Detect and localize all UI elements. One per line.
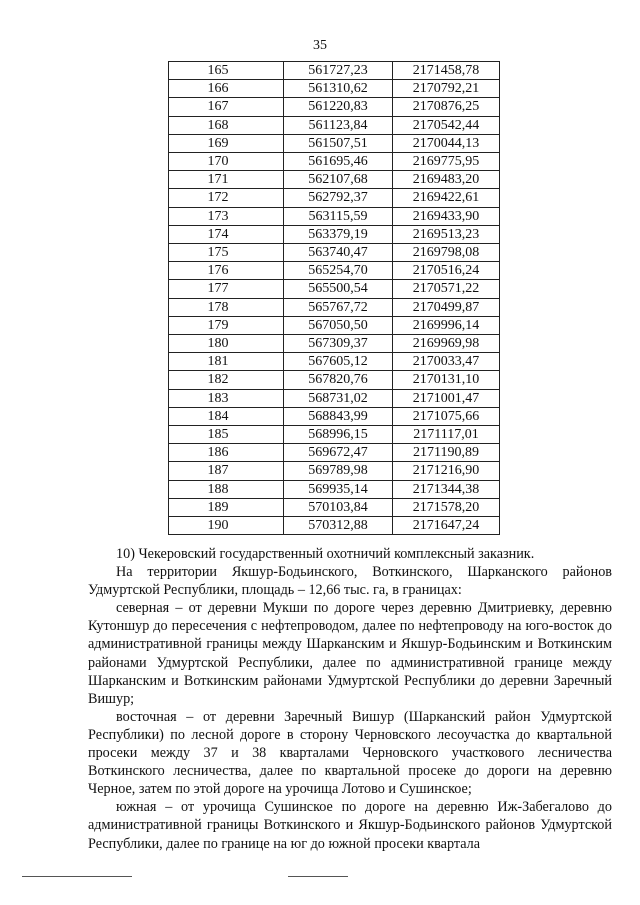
table-row [169,389,500,407]
table-row [169,298,500,316]
point-number-cell: 175 [169,244,284,262]
x-coordinate-cell: 567605,12 [284,353,393,371]
y-coordinate-cell: 2171578,20 [393,498,500,516]
south-boundary-paragraph: южная – от урочища Сушинское по дороге на деревню Иж-Забегалово до административной границы Воткинского и Якшур-Бодьинского районов Удмуртской Республики, далее по границе на юг до южной просеки квартала [88,799,612,852]
table-row [169,280,500,298]
table-row [169,517,500,535]
x-coordinate-cell: 561123,84 [284,116,393,134]
x-coordinate-cell: 563740,47 [284,244,393,262]
x-coordinate-cell: 563115,59 [284,207,393,225]
x-coordinate-cell: 567050,50 [284,316,393,334]
x-coordinate-cell: 562107,68 [284,171,393,189]
north-boundary-paragraph: северная – от деревни Мукши по дороге через деревню Дмитриевку, деревню Кутоншур до пересечения с нефтепроводом, далее по нефтепроводу на юго-восток до административной границы между Шарканским и Якшур-Бодьинским и Воткинским районами Удмуртской Республики, далее по административной границе между Шарканским и Воткинским районами Удмуртской Республики до деревни Заречный Вишур; [88,600,612,707]
table-row [169,62,500,80]
y-coordinate-cell: 2170516,24 [393,262,500,280]
table-row [169,171,500,189]
point-number-cell: 190 [169,517,284,535]
table-row [169,244,500,262]
y-coordinate-cell: 2170876,25 [393,98,500,116]
x-coordinate-cell: 570103,84 [284,498,393,516]
point-number-cell: 178 [169,298,284,316]
table-row [169,80,500,98]
x-coordinate-cell: 561727,23 [284,62,393,80]
y-coordinate-cell: 2171216,90 [393,462,500,480]
table-row [169,371,500,389]
y-coordinate-cell: 2169513,23 [393,225,500,243]
point-number-cell: 189 [169,498,284,516]
y-coordinate-cell: 2169996,14 [393,316,500,334]
y-coordinate-cell: 2170131,10 [393,371,500,389]
table-row [169,225,500,243]
y-coordinate-cell: 2171117,01 [393,426,500,444]
x-coordinate-cell: 570312,88 [284,517,393,535]
coordinates-table [168,61,500,535]
point-number-cell: 167 [169,98,284,116]
table-row [169,153,500,171]
y-coordinate-cell: 2170499,87 [393,298,500,316]
y-coordinate-cell: 2169798,08 [393,244,500,262]
point-number-cell: 171 [169,171,284,189]
table-row [169,426,500,444]
table-row [169,262,500,280]
y-coordinate-cell: 2171344,38 [393,480,500,498]
y-coordinate-cell: 2170033,47 [393,353,500,371]
x-coordinate-cell: 569789,98 [284,462,393,480]
point-number-cell: 179 [169,316,284,334]
table-row [169,444,500,462]
y-coordinate-cell: 2171647,24 [393,517,500,535]
point-number-cell: 185 [169,426,284,444]
y-coordinate-cell: 2170542,44 [393,116,500,134]
x-coordinate-cell: 565767,72 [284,298,393,316]
x-coordinate-cell: 568843,99 [284,407,393,425]
x-coordinate-cell: 567820,76 [284,371,393,389]
y-coordinate-cell: 2169483,20 [393,171,500,189]
y-coordinate-cell: 2169422,61 [393,189,500,207]
point-number-cell: 165 [169,62,284,80]
reserve-heading: 10) Чекеровский государственный охотничий комплексный заказник. [116,546,535,562]
point-number-cell: 166 [169,80,284,98]
y-coordinate-cell: 2170571,22 [393,280,500,298]
x-coordinate-cell: 562792,37 [284,189,393,207]
point-number-cell: 183 [169,389,284,407]
x-coordinate-cell: 563379,19 [284,225,393,243]
intro-paragraph: На территории Якшур-Бодьинского, Воткинского, Шарканского районов Удмуртской Республики, площадь – 12,66 тыс. га, в границах: [88,564,612,599]
table-row [169,316,500,334]
table-row [169,407,500,425]
x-coordinate-cell: 567309,37 [284,335,393,353]
y-coordinate-cell: 2169775,95 [393,153,500,171]
x-coordinate-cell: 561310,62 [284,80,393,98]
x-coordinate-cell: 561507,51 [284,134,393,152]
y-coordinate-cell: 2169969,98 [393,335,500,353]
point-number-cell: 168 [169,116,284,134]
table-row [169,462,500,480]
body-text [88,545,612,853]
table-row [169,498,500,516]
table-row [169,116,500,134]
y-coordinate-cell: 2170044,13 [393,134,500,152]
coordinates-table-body [169,62,500,535]
east-boundary-paragraph: восточная – от деревни Заречный Вишур (Шарканский район Удмуртской Республики) по лесной дороге в сторону Черновского лесоучастка до квартальной просеки между 37 и 38 кварталами Черновского участкового лесничества Воткинского лесничества, далее по квартальной просеке до дороги на деревню Черное, затем по этой дороге на урочища Лотово и Сушинское; [88,708,612,798]
table-row [169,134,500,152]
x-coordinate-cell: 565254,70 [284,262,393,280]
page-number: 35 [313,38,327,53]
point-number-cell: 182 [169,371,284,389]
point-number-cell: 181 [169,353,284,371]
x-coordinate-cell: 569672,47 [284,444,393,462]
x-coordinate-cell: 568996,15 [284,426,393,444]
table-row [169,98,500,116]
point-number-cell: 174 [169,225,284,243]
table-row [169,335,500,353]
x-coordinate-cell: 569935,14 [284,480,393,498]
x-coordinate-cell: 561695,46 [284,153,393,171]
point-number-cell: 176 [169,262,284,280]
y-coordinate-cell: 2170792,21 [393,80,500,98]
table-row [169,189,500,207]
point-number-cell: 184 [169,407,284,425]
footer-rule-left [22,876,132,877]
y-coordinate-cell: 2171190,89 [393,444,500,462]
y-coordinate-cell: 2171458,78 [393,62,500,80]
x-coordinate-cell: 561220,83 [284,98,393,116]
x-coordinate-cell: 568731,02 [284,389,393,407]
point-number-cell: 180 [169,335,284,353]
point-number-cell: 186 [169,444,284,462]
point-number-cell: 187 [169,462,284,480]
table-row [169,480,500,498]
y-coordinate-cell: 2171001,47 [393,389,500,407]
point-number-cell: 172 [169,189,284,207]
y-coordinate-cell: 2169433,90 [393,207,500,225]
table-row [169,207,500,225]
footer-rule-center [288,876,348,877]
y-coordinate-cell: 2171075,66 [393,407,500,425]
table-row [169,353,500,371]
x-coordinate-cell: 565500,54 [284,280,393,298]
point-number-cell: 177 [169,280,284,298]
point-number-cell: 169 [169,134,284,152]
point-number-cell: 173 [169,207,284,225]
point-number-cell: 170 [169,153,284,171]
point-number-cell: 188 [169,480,284,498]
